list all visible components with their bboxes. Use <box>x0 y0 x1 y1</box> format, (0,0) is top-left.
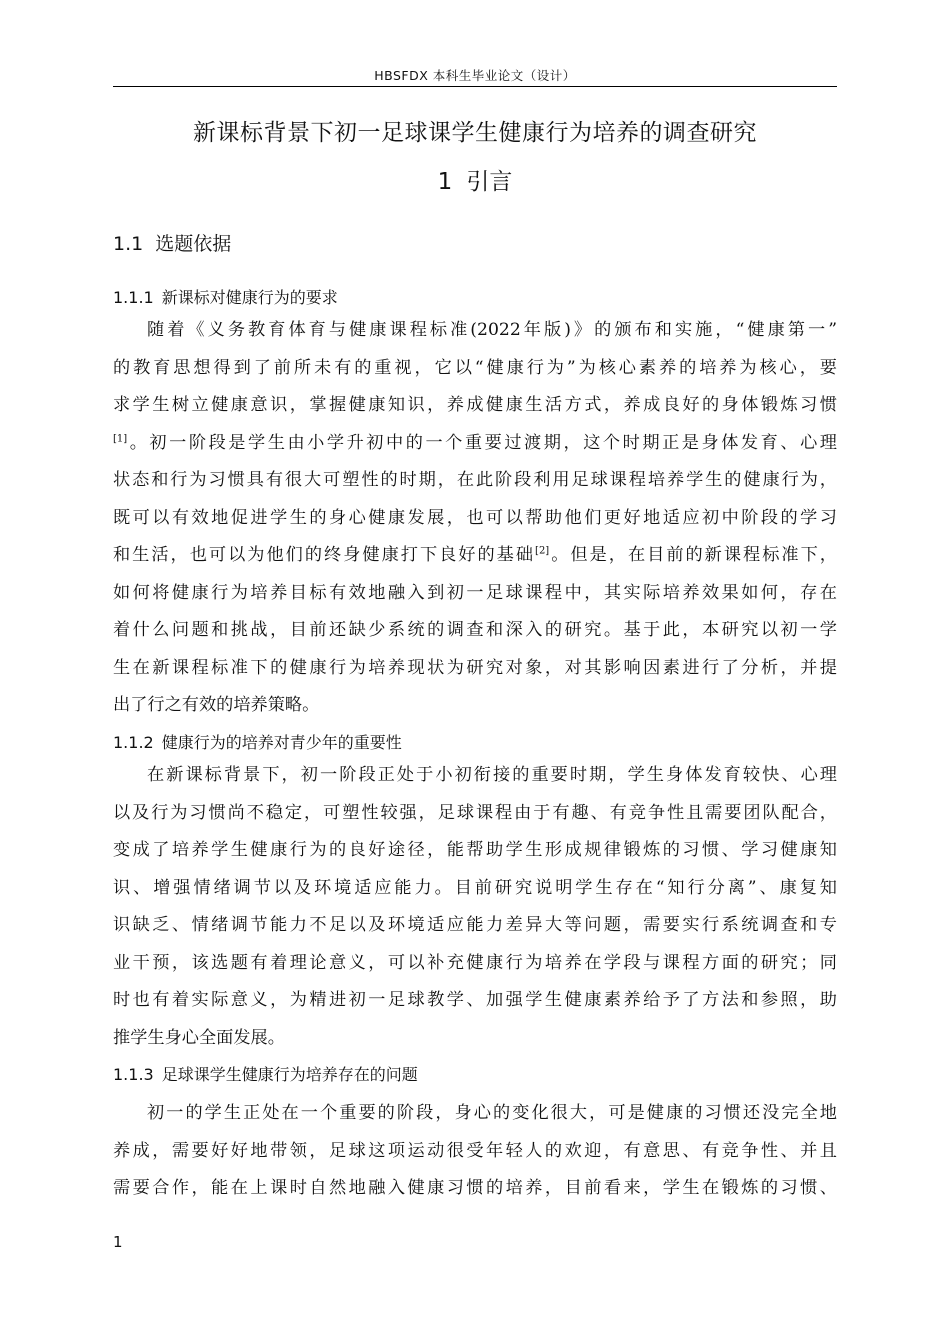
paragraph <box>113 757 837 1057</box>
section-number: 1.1 <box>113 233 144 255</box>
text-line <box>113 537 837 575</box>
text-line: 识、增强情绪调节以及环境适应能力。目前研究说明学生存在“知行分离”、康复知 <box>113 877 837 898</box>
subsection-number: 1.1.3 <box>113 1065 154 1084</box>
subsection-title: 健康行为的培养对青少年的重要性 <box>161 733 402 752</box>
text-line: 出了行之有效的培养策略。 <box>113 695 320 715</box>
text-span: 。初一阶段是学生由小学升初中的一个重要过渡期，这个时期正是身体发育、心理 <box>127 432 837 453</box>
subsection-number: 1.1.1 <box>113 288 154 307</box>
subsection-title: 足球课学生健康行为培养存在的问题 <box>161 1065 418 1084</box>
citation-marker: [1] <box>113 432 128 444</box>
text-line: 养成，需要好好地带领，足球这项运动很受年轻人的欢迎，有意思、有竞争性、并且 <box>113 1140 837 1161</box>
text-line <box>113 425 837 463</box>
section-heading <box>113 229 231 256</box>
text-line: 在新课标背景下，初一阶段正处于小初衔接的重要时期，学生身体发育较快、心理 <box>147 765 837 785</box>
subsection-heading <box>113 730 402 753</box>
paragraph <box>113 312 837 725</box>
chapter-heading <box>113 163 837 196</box>
text-line: 求学生树立健康意识，掌握健康知识，养成健康生活方式，养成良好的身体锻炼习惯 <box>113 395 837 415</box>
text-span: 和生活，也可以为他们的终身健康打下良好的基础 <box>113 545 536 565</box>
text-line: 着什么问题和挑战，目前还缺少系统的调查和深入的研究。基于此，本研究以初一学 <box>113 620 837 640</box>
paragraph <box>113 1095 837 1208</box>
text-line: 初一的学生正处在一个重要的阶段，身心的变化很大，可是健康的习惯还没完全地 <box>147 1103 837 1123</box>
text-line: 推学生身心全面发展。 <box>113 1027 285 1048</box>
text-line: 变成了培养学生健康行为的良好途径，能帮助学生形成规律锻炼的习惯、学习健康知 <box>113 840 837 860</box>
text-line: 业干预，该选题有着理论意义，可以补充健康行为培养在学段与课程方面的研究；同 <box>113 952 837 973</box>
text-line: 的教育思想得到了前所未有的重视，它以“健康行为”为核心素养的培养为核心，要 <box>113 357 837 378</box>
text-line: 需要合作，能在上课时自然地融入健康习惯的培养，目前看来，学生在锻炼的习惯、 <box>113 1178 837 1198</box>
chapter-title: 引言 <box>466 169 513 195</box>
header-divider <box>113 86 837 87</box>
subsection-title: 新课标对健康行为的要求 <box>161 288 338 307</box>
chapter-number: 1 <box>437 169 453 195</box>
document-title: 新课标背景下初一足球课学生健康行为培养的调查研究 <box>193 120 757 146</box>
running-header: HBSFDX 本科生毕业论文（设计） <box>374 68 576 83</box>
page-number: 1 <box>113 1233 123 1251</box>
text-line: 随着《义务教育体育与健康课程标准(2022年版)》的颁布和实施，“健康第一” <box>147 320 837 340</box>
text-line: 以及行为习惯尚不稳定，可塑性较强，足球课程由于有趣、有竞争性且需要团队配合， <box>113 802 837 823</box>
text-span: 。但是，在目前的新课程标准下， <box>549 545 837 565</box>
text-line: 时也有着实际意义，为精进初一足球教学、加强学生健康素养给予了方法和参照，助 <box>113 990 837 1010</box>
subsection-heading <box>113 285 338 308</box>
text-line: 生在新课程标准下的健康行为培养现状为研究对象，对其影响因素进行了分析，并提 <box>113 657 837 678</box>
citation-marker: [2] <box>535 545 550 557</box>
text-line: 如何将健康行为培养目标有效地融入到初一足球课程中，其实际培养效果如何，存在 <box>113 582 837 603</box>
text-line: 既可以有效地促进学生的身心健康发展，也可以帮助他们更好地适应初中阶段的学习 <box>113 507 837 528</box>
subsection-heading <box>113 1062 418 1085</box>
text-line: 状态和行为习惯具有很大可塑性的时期，在此阶段利用足球课程培养学生的健康行为， <box>113 470 837 490</box>
section-title: 选题依据 <box>155 233 232 255</box>
subsection-number: 1.1.2 <box>113 733 154 752</box>
text-line: 识缺乏、情绪调节能力不足以及环境适应能力差异大等问题，需要实行系统调查和专 <box>113 915 837 935</box>
